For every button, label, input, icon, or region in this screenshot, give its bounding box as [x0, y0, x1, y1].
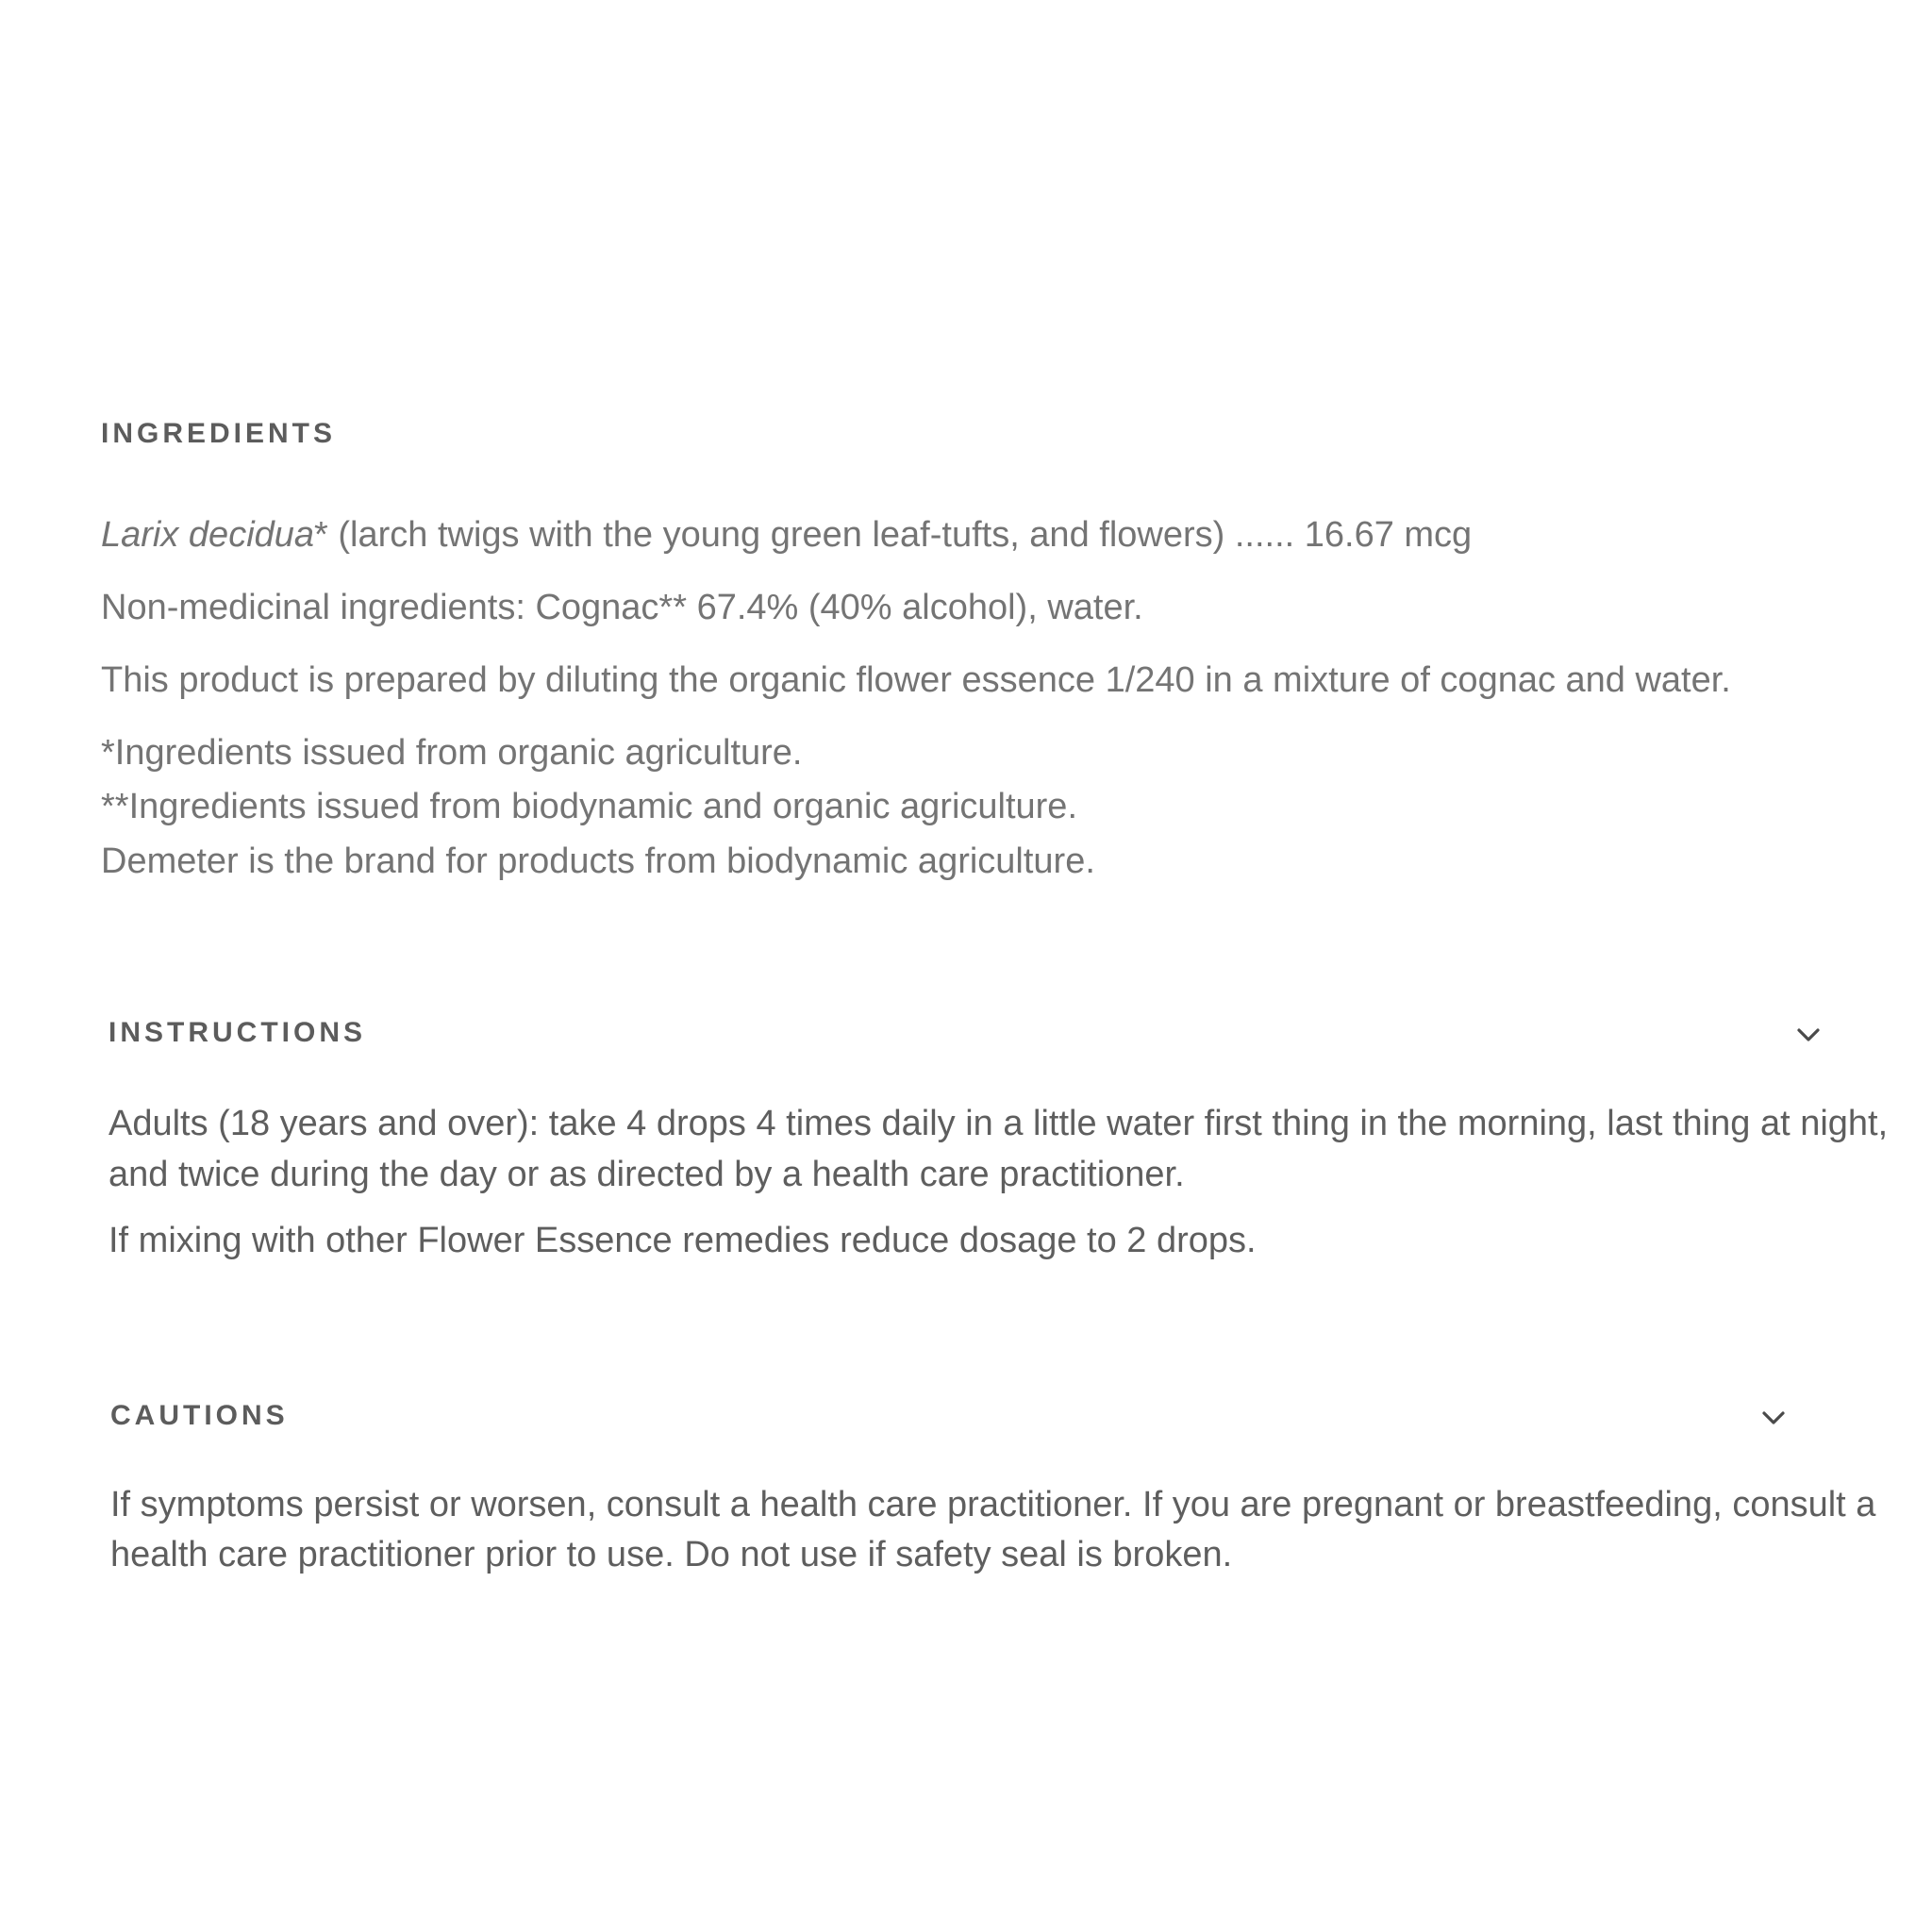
- instructions-heading[interactable]: INSTRUCTIONS: [108, 1017, 366, 1048]
- preparation-text: This product is prepared by diluting the organic flower essence 1/240 in a mixture of cognac and water.: [101, 660, 1731, 700]
- dosage-text-line1: Adults (18 years and over): take 4 drops 4 times daily in a little water first thing in the morning, last thing at night,: [108, 1104, 1889, 1143]
- active-ingredient-detail: * (larch twigs with the young green leaf-tufts, and flowers) ...... 16.67 mcg: [314, 515, 1473, 555]
- active-ingredient-name: Larix decidua: [101, 515, 315, 555]
- ingredients-heading: INGREDIENTS: [101, 418, 337, 449]
- cautions-text-line1: If symptoms persist or worsen, consult a health care practitioner. If you are pregnant or breastfeeding, consult a: [110, 1485, 1876, 1524]
- cautions-heading[interactable]: CAUTIONS: [110, 1400, 289, 1431]
- non-medicinal-ingredients: Non-medicinal ingredients: Cognac** 67.4% (40% alcohol), water.: [101, 588, 1143, 627]
- organic-note: *Ingredients issued from organic agriculture.: [101, 733, 803, 773]
- chevron-down-icon[interactable]: [1759, 1404, 1788, 1432]
- biodynamic-note: **Ingredients issued from biodynamic and organic agriculture.: [101, 787, 1077, 826]
- chevron-down-icon[interactable]: [1794, 1021, 1823, 1049]
- cautions-text-line2: health care practitioner prior to use. Do not use if safety seal is broken.: [110, 1535, 1233, 1574]
- dosage-text-line2: and twice during the day or as directed by a health care practitioner.: [108, 1155, 1185, 1194]
- mixing-text: If mixing with other Flower Essence remedies reduce dosage to 2 drops.: [108, 1221, 1257, 1260]
- active-ingredient-line: [101, 508, 1472, 561]
- demeter-note: Demeter is the brand for products from biodynamic agriculture.: [101, 841, 1095, 881]
